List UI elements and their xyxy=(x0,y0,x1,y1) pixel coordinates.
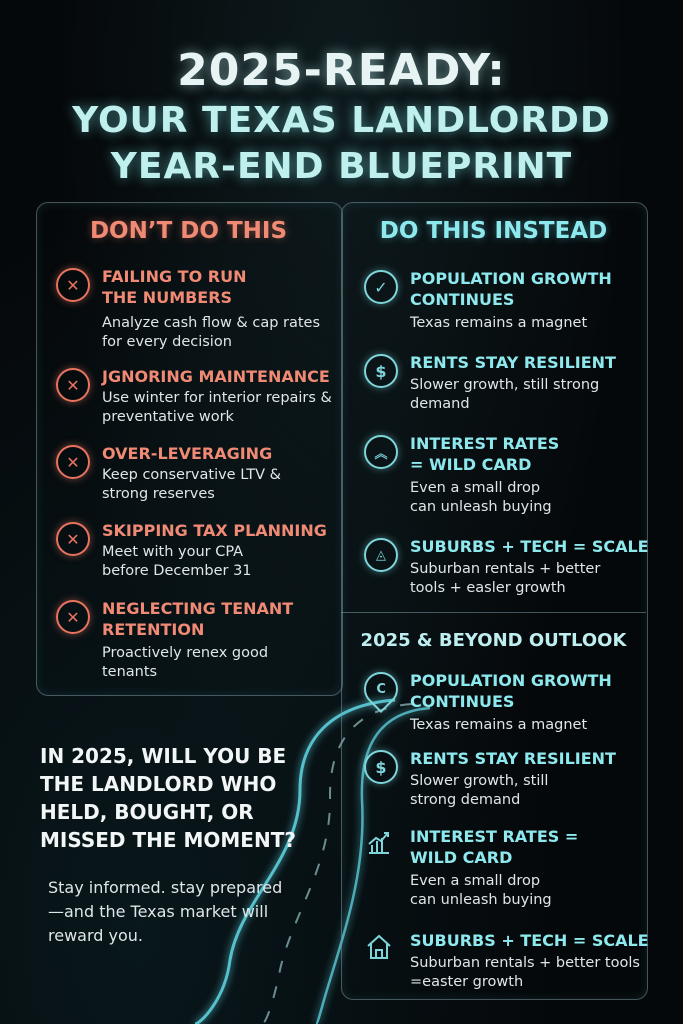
item-title: FAILING TO RUN THE NUMBERS xyxy=(102,267,247,307)
house-icon xyxy=(364,932,394,962)
item-description: Suburban rentals + better tools =easter growth xyxy=(410,955,640,990)
item-description: Proactively renex good tenants xyxy=(102,645,269,680)
item-title: JGNORING MAINTENANCE xyxy=(102,367,330,386)
x-circle-icon: ✕ xyxy=(56,268,90,302)
title-line-3: YEAR-END BLUEPRINT xyxy=(110,146,573,187)
x-circle-icon: ✕ xyxy=(56,522,90,556)
item-description: Even a small drop can unleash buying xyxy=(410,873,552,908)
page-title xyxy=(0,44,683,190)
closing-message: Stay informed. stay prepared—and the Texas market will reward you. xyxy=(48,878,283,945)
item-description: Suburban rentals + better tools + easler growth xyxy=(410,561,601,596)
title-line-1: 2025-READY: xyxy=(177,45,506,96)
title-line-2: YOUR TEXAS LANDLORDD xyxy=(72,100,611,141)
item-description: Meet with your CPA before December 31 xyxy=(102,544,252,579)
item-description: Texas remains a magnet xyxy=(410,315,588,331)
triangle-circle-icon: ◬ xyxy=(364,538,398,572)
item-title: POPULATION GROWTH CONTINUES xyxy=(410,269,612,309)
item-title: SKIPPING TAX PLANNING xyxy=(102,521,327,540)
dollar-circle-icon: $ xyxy=(364,354,398,388)
outlook-divider xyxy=(341,612,646,613)
outlook-heading: 2025 & BEYOND OUTLOOK xyxy=(360,630,627,651)
item-title: OVER-LEVERAGING xyxy=(102,444,273,463)
x-circle-icon: ✕ xyxy=(56,600,90,634)
item-title: SUBURBS + TECH = SCALE xyxy=(410,931,649,950)
dollar-circle-icon: $ xyxy=(364,750,398,784)
check-circle-icon: ✓ xyxy=(364,270,398,304)
item-title: INTEREST RATES = WILD CARD xyxy=(410,434,560,474)
item-title: RENTS STAY RESILIENT xyxy=(410,749,616,768)
item-description: Analyze cash flow & cap rates for every decision xyxy=(102,315,321,350)
do-this-instead-heading: DO THIS INSTEAD xyxy=(379,218,608,244)
x-circle-icon: ✕ xyxy=(56,368,90,402)
item-title: POPULATION GROWTH CONTINUES xyxy=(410,671,612,711)
item-description: Slower growth, still strong demand xyxy=(410,773,549,808)
item-description: Slower growth, still strong demand xyxy=(410,377,600,412)
item-title: RENTS STAY RESILIENT xyxy=(410,353,616,372)
bar-chart-icon xyxy=(364,828,394,858)
item-description: Texas remains a magnet xyxy=(410,717,588,733)
dont-do-this-heading: DON’T DO THIS xyxy=(89,218,288,244)
item-description: Use winter for interior repairs & preventative work xyxy=(102,390,332,425)
item-title: INTEREST RATES = WILD CARD xyxy=(410,827,579,867)
map-pin-icon: C xyxy=(357,665,405,713)
chevrons-up-circle-icon: ︽ xyxy=(364,435,398,469)
item-title: SUBURBS + TECH = SCALE xyxy=(410,537,649,556)
item-description: Even a small drop can unleash buying xyxy=(410,480,552,515)
x-circle-icon: ✕ xyxy=(56,445,90,479)
item-title: NEGLECTING TENANT RETENTION xyxy=(102,599,294,639)
closing-question: IN 2025, WILL YOU BE THE LANDLORD WHO HELD, BOUGHT, OR MISSED THE MOMENT? xyxy=(40,744,296,852)
item-description: Keep conservative LTV & strong reserves xyxy=(102,467,281,502)
